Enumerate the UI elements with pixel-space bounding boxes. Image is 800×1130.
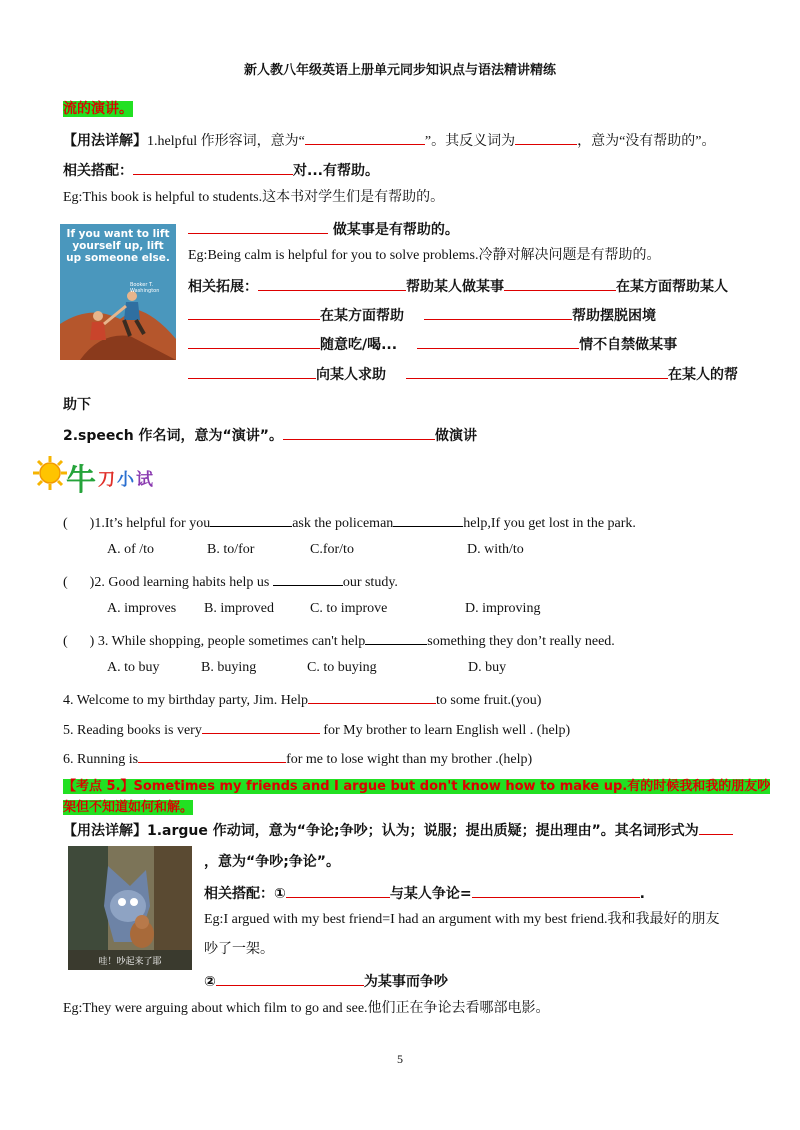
- blank: [515, 130, 577, 145]
- blank: [406, 364, 668, 379]
- q3-option-a[interactable]: A. to buy: [107, 660, 160, 675]
- extension-line-1: 相关拓展： 帮助某人做某事 在某方面帮助某人: [188, 276, 728, 296]
- blank: [283, 425, 435, 440]
- argue-example-1-cont: 吵了一架。: [204, 942, 274, 957]
- extension-line-2: 在某方面帮助 帮助摆脱困境: [188, 305, 656, 325]
- blank: [472, 883, 640, 898]
- q3-option-c[interactable]: C. to buying: [307, 660, 377, 675]
- blank: [188, 364, 316, 379]
- cartoon-caption: 哇！吵起来了耶: [98, 957, 162, 967]
- q1-option-a[interactable]: A. of /to: [107, 542, 155, 557]
- argue-example-1: Eg:I argued with my best friend=I had an argument with my best friend.我和我最好的朋友: [204, 912, 720, 927]
- blank: [504, 276, 616, 291]
- blank: [188, 334, 320, 349]
- q2-option-c[interactable]: C. to improve: [310, 601, 388, 616]
- example-sentence-2: Eg:Being calm is helpful for you to solve problems.冷静对解决问题是有帮助的。: [188, 248, 661, 263]
- blank: [286, 883, 390, 898]
- extension-continuation: 助下: [63, 397, 91, 413]
- page-number: 5: [397, 1052, 403, 1066]
- key-point-5-line-1: 【考点 5.】Sometimes my friends and I argue but don't know how to make up.有的时候我和我的朋友吵: [63, 779, 771, 794]
- question-4: 4. Welcome to my birthday party, Jim. Help to some fruit.(you): [63, 689, 541, 710]
- blank: [393, 512, 463, 527]
- blank: [216, 971, 364, 986]
- argue-collocation-2: ② 为某事而争吵: [204, 971, 448, 991]
- helping-poster-image: [60, 224, 176, 360]
- blank: [133, 160, 293, 175]
- argue-example-2: Eg:They were arguing about which film to go and see.他们正在争论去看哪部电影。: [63, 1001, 550, 1016]
- blank: [273, 571, 343, 586]
- poster-quote: If you want to lift yourself up, lift up someone else.: [66, 228, 170, 264]
- q1-option-d[interactable]: D. with/to: [467, 542, 524, 557]
- badge-char-4: 试: [136, 470, 153, 490]
- blank: [417, 334, 579, 349]
- extension-line-4: 向某人求助 在某人的帮: [188, 364, 738, 384]
- q2-option-d[interactable]: D. improving: [465, 601, 541, 616]
- blank: [202, 719, 320, 734]
- question-2: ( )2. Good learning habits help us our study.: [63, 571, 398, 592]
- blank: [424, 305, 572, 320]
- blank: [188, 305, 320, 320]
- key-point-5-line-2: 架但不知道如何和解。: [63, 800, 194, 815]
- q1-option-b[interactable]: B. to/for: [207, 542, 255, 557]
- continued-highlight: 流的演讲。: [63, 101, 133, 117]
- question-5: 5. Reading books is very for My brother to learn English well . (help): [63, 719, 570, 740]
- helpful-do-line: 做某事是有帮助的。: [188, 219, 459, 239]
- q2-option-b[interactable]: B. improved: [204, 601, 274, 616]
- example-sentence: Eg:This book is helpful to students.这本书对学生们是有帮助的。: [63, 190, 445, 205]
- extension-line-3: 随意吃/喝... 情不自禁做某事: [188, 334, 677, 354]
- q3-option-b[interactable]: B. buying: [201, 660, 257, 675]
- q1-option-c[interactable]: C.for/to: [310, 542, 354, 557]
- helpful-collocation-line: 相关搭配： 对...有帮助。: [63, 160, 379, 180]
- argue-noun-meaning: ，意为“争吵;争论”。: [204, 854, 341, 870]
- sun-icon: [32, 455, 68, 491]
- blank: [699, 820, 733, 835]
- speech-line: 2.speech 作名词，意为“演讲”。 做演讲: [63, 425, 477, 445]
- question-1: ( )1.It’s helpful for you ask the policeman help,If you get lost in the park.: [63, 512, 636, 533]
- badge-char-2: 刀: [98, 470, 115, 490]
- question-6: 6. Running is for me to lose wight than my brother .(help): [63, 748, 532, 769]
- poster-author: Booker T. Washington: [130, 282, 160, 294]
- blank: [138, 748, 286, 763]
- q2-option-a[interactable]: A. improves: [107, 601, 177, 616]
- blank: [210, 512, 292, 527]
- argue-collocation-1: 相关搭配：① 与某人争论= .: [204, 883, 645, 903]
- blank: [308, 689, 436, 704]
- badge-char-1: 牛: [66, 463, 96, 498]
- argue-usage-line: 【用法详解】1.argue 作动词，意为“争论;争吵；认为；说服；提出质疑；提出理由”。其名词形式为: [63, 820, 733, 841]
- q3-option-d[interactable]: D. buy: [468, 660, 507, 675]
- blank: [365, 630, 427, 645]
- blank: [188, 219, 328, 234]
- cartoon-image: [68, 846, 192, 970]
- helpful-usage-line: 【用法详解】1.helpful 作形容词，意为“ ”。其反义词为 ，意为“没有帮助的”。: [63, 130, 716, 151]
- blank: [305, 130, 425, 145]
- page-header: 新人教八年级英语上册单元同步知识点与语法精讲精练: [243, 63, 556, 78]
- question-3: ( ) 3. While shopping, people sometimes can't help something they don’t really need.: [63, 630, 615, 651]
- blank: [258, 276, 406, 291]
- badge-char-3: 小: [117, 470, 134, 490]
